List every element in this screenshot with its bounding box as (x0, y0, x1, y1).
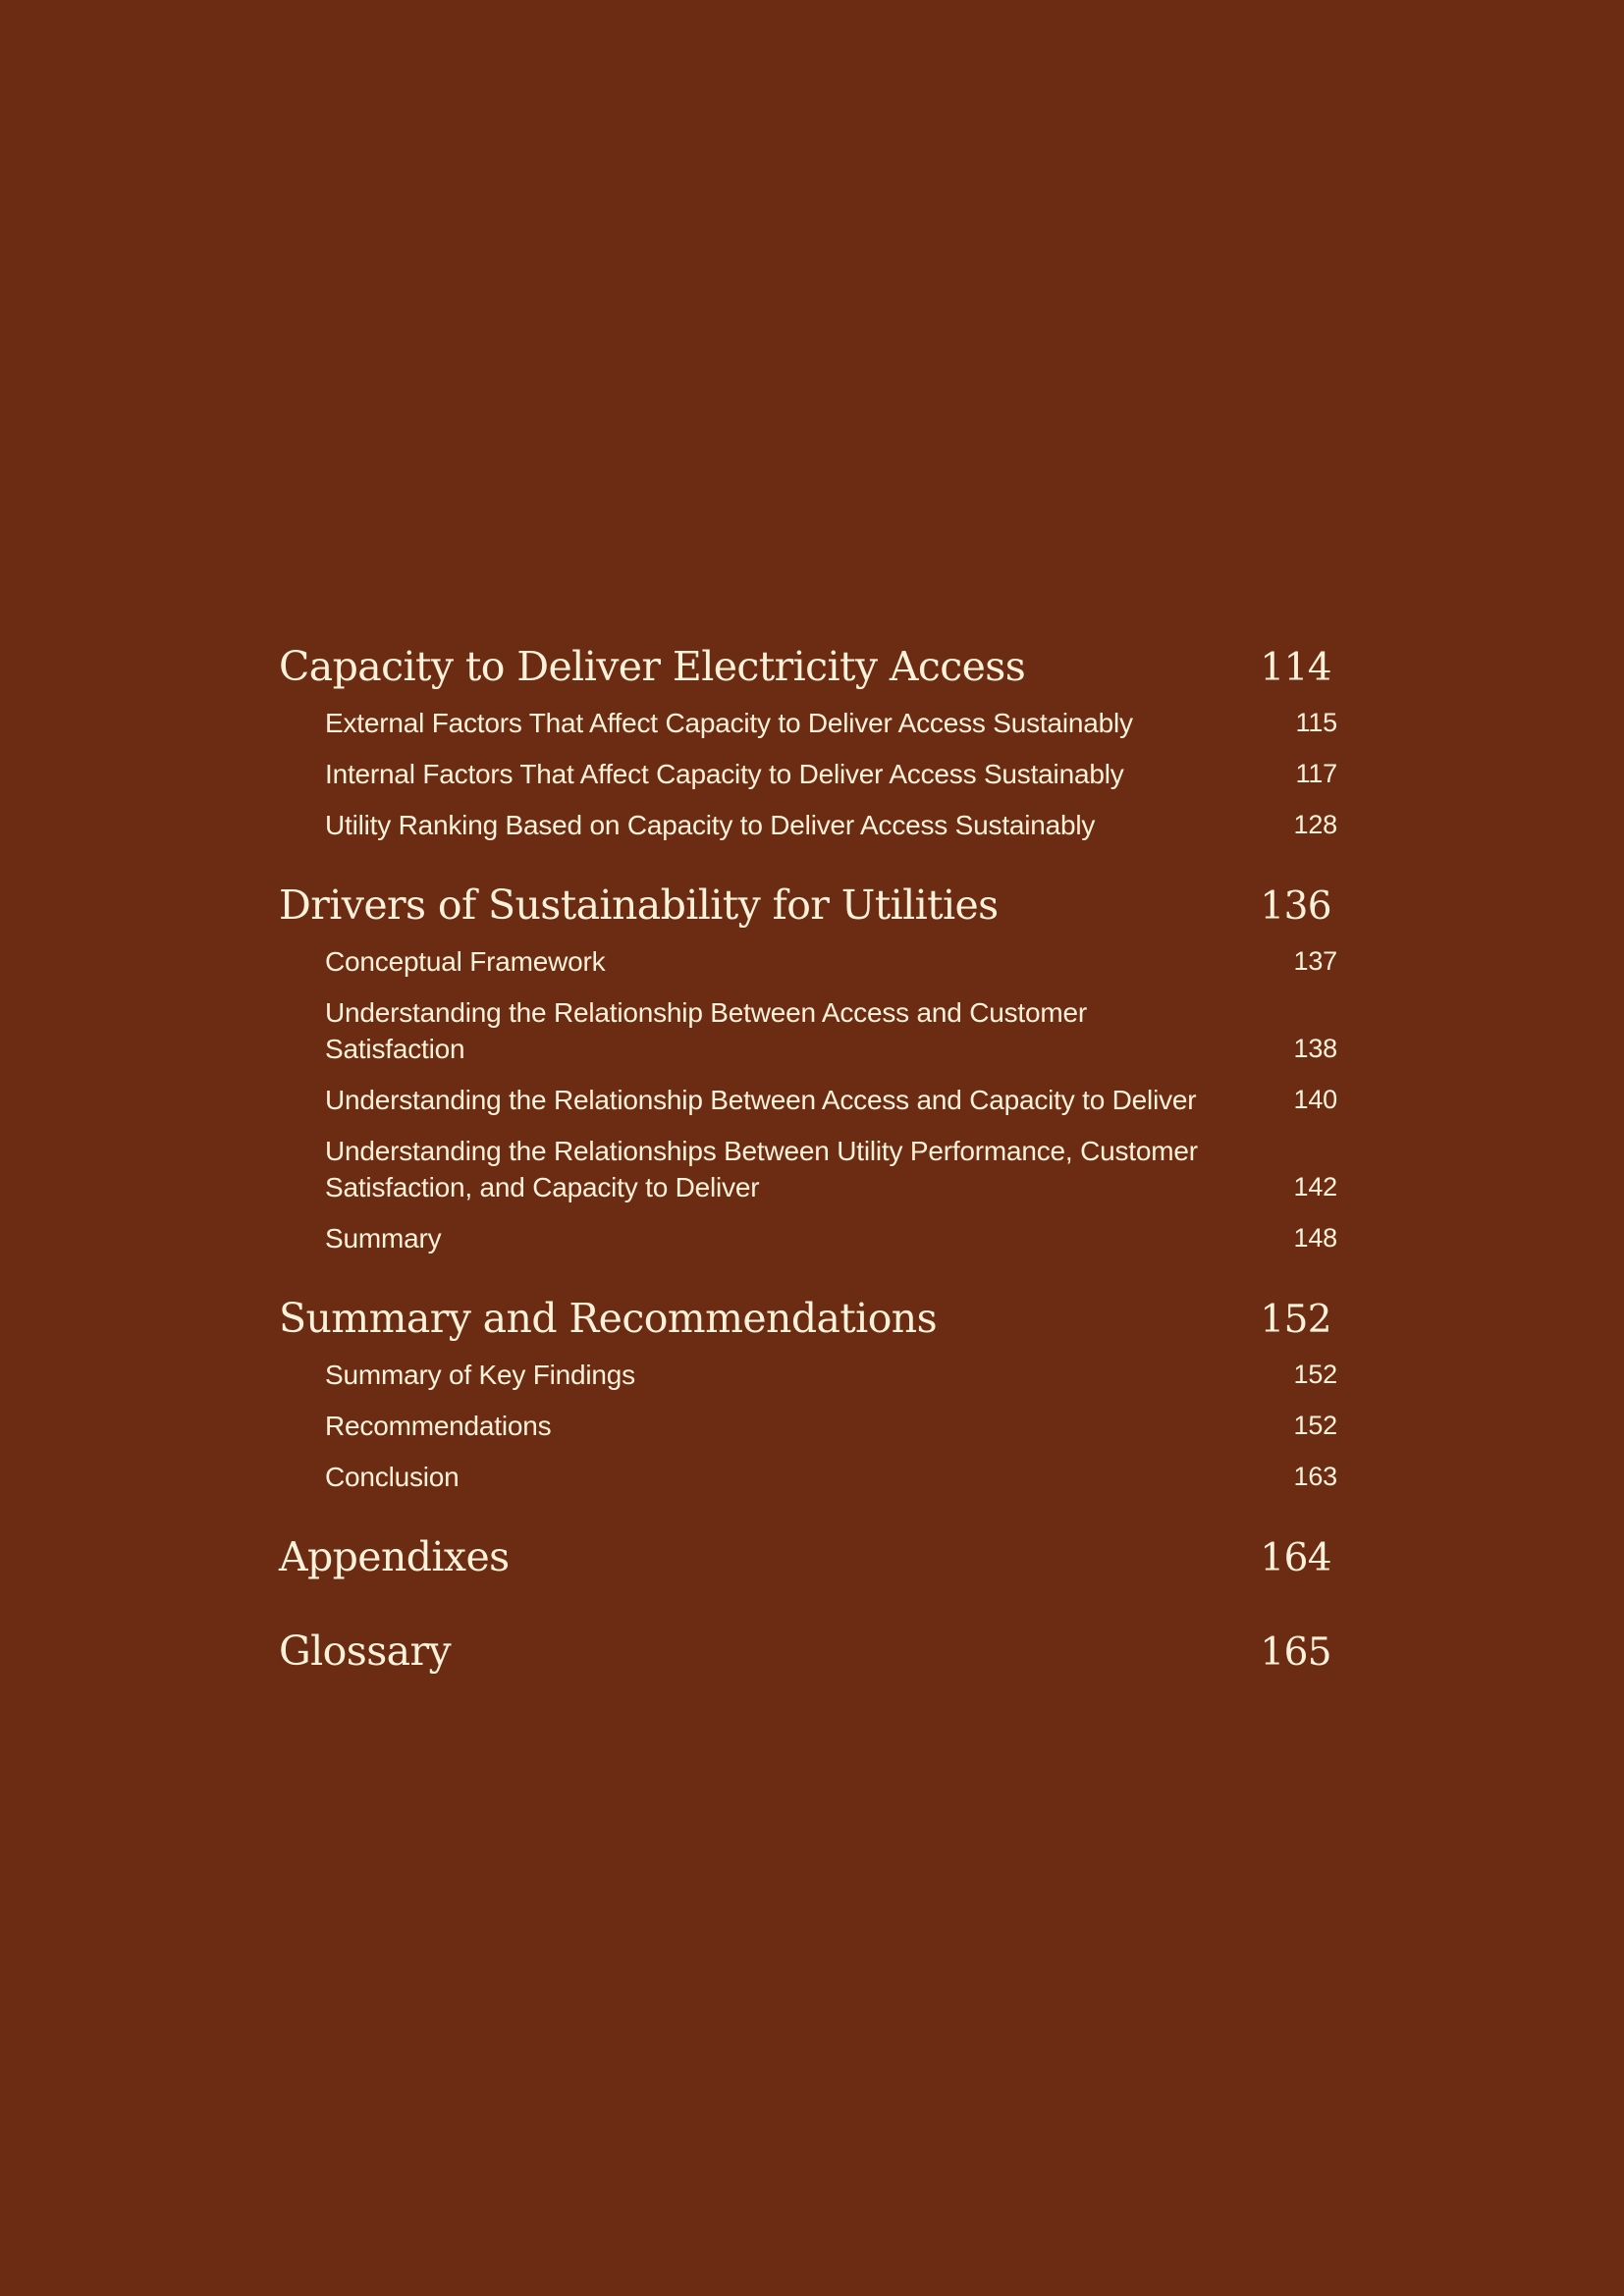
subsection-title: Summary (325, 1223, 442, 1254)
toc-subsection-row[interactable] (279, 1459, 1337, 1495)
subsection-page-number: 152 (1293, 1360, 1337, 1389)
subsection-title: Recommendations (325, 1411, 552, 1441)
toc-subsection-row[interactable] (279, 994, 1337, 1067)
chapter-page-number: 165 (1260, 1630, 1331, 1675)
subsection-list (279, 705, 1337, 843)
toc-chapter-row[interactable] (279, 1528, 1337, 1585)
subsection-page-number: 117 (1295, 759, 1337, 788)
chapter-title: Glossary (279, 1628, 452, 1675)
subsection-title: Understanding the Relationships Between Utility Performance, Customer Satisfaction, and Capacity to Deliver (325, 1136, 1198, 1202)
chapter-title: Summary and Recommendations (279, 1295, 938, 1342)
toc-subsection-row[interactable] (279, 705, 1337, 741)
chapter-title: Drivers of Sustainability for Utilities (279, 881, 999, 929)
toc-chapter-row[interactable] (279, 1623, 1337, 1680)
chapter-page-number: 152 (1260, 1298, 1331, 1342)
toc-section (279, 1528, 1337, 1585)
chapter-page-number: 114 (1260, 646, 1331, 690)
subsection-page-number: 138 (1293, 1034, 1337, 1063)
toc-chapter-row[interactable] (279, 877, 1337, 934)
toc-subsection-row[interactable] (279, 1357, 1337, 1393)
subsection-title: Conclusion (325, 1462, 460, 1492)
subsection-page-number: 140 (1293, 1085, 1337, 1114)
subsection-title: Understanding the Relationship Between Access and Customer Satisfaction (325, 997, 1087, 1064)
toc-section (279, 877, 1337, 1256)
toc-subsection-row[interactable] (279, 1408, 1337, 1444)
subsection-page-number: 115 (1295, 708, 1337, 737)
subsection-page-number: 142 (1293, 1172, 1337, 1201)
chapter-page-number: 164 (1260, 1536, 1331, 1580)
subsection-page-number: 163 (1293, 1462, 1337, 1491)
subsection-list (279, 943, 1337, 1256)
toc-subsection-row[interactable] (279, 756, 1337, 792)
subsection-title: Summary of Key Findings (325, 1360, 635, 1390)
toc-subsection-row[interactable] (279, 1220, 1337, 1256)
table-of-contents (279, 638, 1337, 1680)
toc-subsection-row[interactable] (279, 943, 1337, 980)
chapter-title: Capacity to Deliver Electricity Access (279, 643, 1026, 690)
toc-section (279, 1623, 1337, 1680)
subsection-page-number: 137 (1293, 946, 1337, 976)
subsection-title: External Factors That Affect Capacity to Deliver Access Sustainably (325, 708, 1133, 738)
subsection-list (279, 1357, 1337, 1495)
chapter-page-number: 136 (1260, 884, 1331, 929)
toc-chapter-row[interactable] (279, 1290, 1337, 1347)
toc-chapter-row[interactable] (279, 638, 1337, 695)
subsection-page-number: 152 (1293, 1411, 1337, 1440)
toc-section (279, 1290, 1337, 1495)
toc-subsection-row[interactable] (279, 807, 1337, 843)
toc-subsection-row[interactable] (279, 1082, 1337, 1118)
subsection-title: Conceptual Framework (325, 946, 606, 977)
toc-section (279, 638, 1337, 843)
subsection-title: Understanding the Relationship Between Access and Capacity to Deliver (325, 1085, 1197, 1115)
subsection-page-number: 128 (1293, 810, 1337, 839)
chapter-title: Appendixes (279, 1533, 510, 1580)
subsection-title: Utility Ranking Based on Capacity to Deliver Access Sustainably (325, 810, 1096, 840)
toc-subsection-row[interactable] (279, 1133, 1337, 1205)
subsection-title: Internal Factors That Affect Capacity to Deliver Access Sustainably (325, 759, 1124, 789)
subsection-page-number: 148 (1293, 1223, 1337, 1253)
